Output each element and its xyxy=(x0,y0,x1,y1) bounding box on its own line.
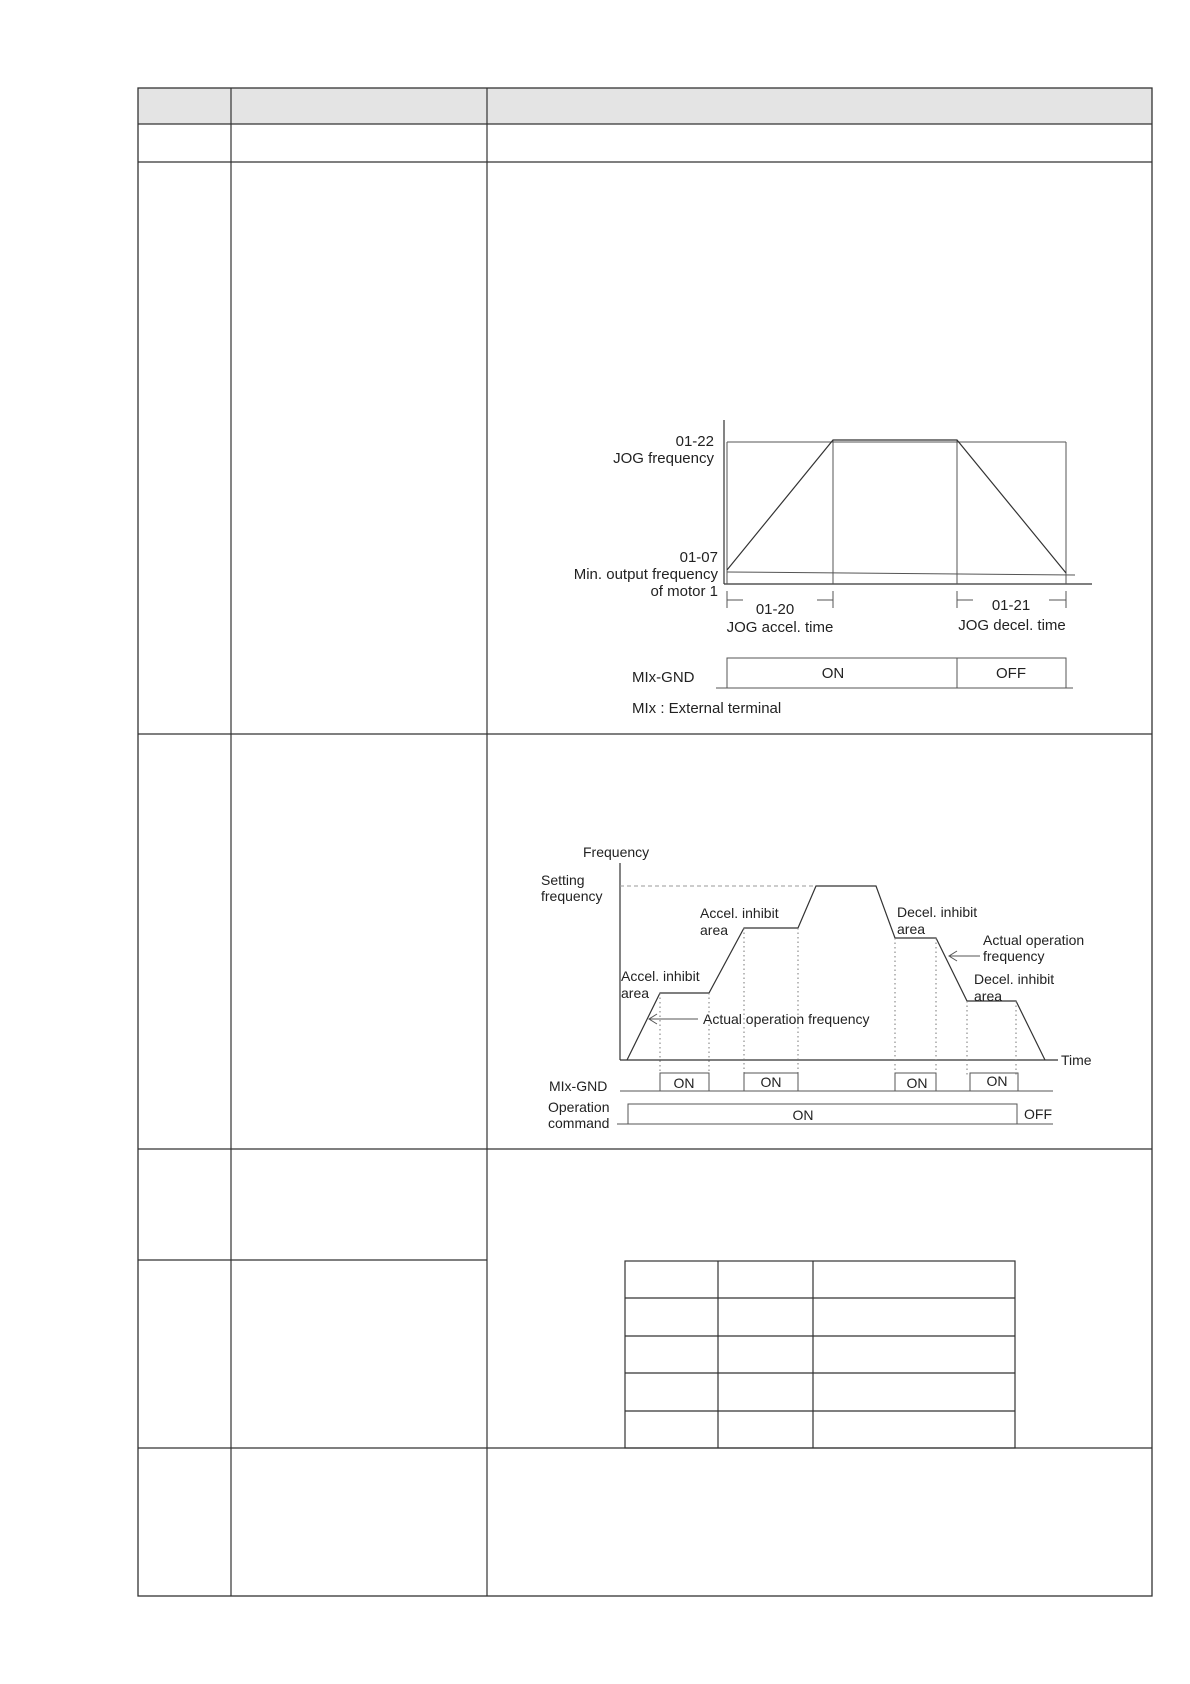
operation-command-label-2: command xyxy=(548,1115,610,1131)
parameter-table xyxy=(138,88,1152,1596)
command-pulse xyxy=(628,1104,1017,1124)
jog-frequency-waveform xyxy=(727,440,1066,573)
decel-inhibit-label-low-2: area xyxy=(974,988,1003,1004)
jog-frequency-label: JOG frequency xyxy=(613,450,714,467)
actual-frequency-label-1: Actual operation xyxy=(983,932,1085,948)
jog-signal-on: ON xyxy=(821,665,845,682)
setting-frequency-label-2: frequency xyxy=(541,888,603,904)
jog-timing-diagram xyxy=(574,420,1092,717)
actual-frequency-single-label: Actual operation frequency xyxy=(703,1011,870,1027)
jog-terminal-label: MIx-GND xyxy=(632,669,695,686)
accel-inhibit-label-1: Accel. inhibit xyxy=(700,905,779,921)
settings-subtable xyxy=(625,1261,1015,1448)
y-axis-label: Frequency xyxy=(583,844,650,860)
actual-frequency-label-2: frequency xyxy=(983,948,1045,964)
accel-inhibit-label-low-2: area xyxy=(621,985,650,1001)
pulse-label-3: ON xyxy=(906,1075,928,1091)
min-output-param: 01-07 xyxy=(679,549,718,566)
inhibit-timing-diagram xyxy=(541,844,1092,1131)
accel-label: JOG accel. time xyxy=(726,619,834,636)
accel-inhibit-label-2: area xyxy=(700,922,729,938)
jog-terminal-note: MIx : External terminal xyxy=(632,700,782,717)
min-output-label-2: of motor 1 xyxy=(650,583,718,600)
table-border xyxy=(138,88,1152,1596)
min-output-frequency-line xyxy=(727,572,1075,575)
accel-inhibit-label-low-1: Accel. inhibit xyxy=(621,968,700,984)
jog-frequency-param: 01-22 xyxy=(675,433,714,450)
inhibit-terminal-label: MIx-GND xyxy=(549,1078,608,1094)
decel-inhibit-label-1: Decel. inhibit xyxy=(897,904,978,920)
table-header-row xyxy=(138,88,1152,124)
min-output-label-1: Min. output frequency xyxy=(573,566,718,583)
decel-inhibit-label-2: area xyxy=(897,921,926,937)
decel-label: JOG decel. time xyxy=(958,617,1066,634)
decel-param: 01-21 xyxy=(991,597,1031,614)
command-on-label: ON xyxy=(792,1107,814,1123)
pulse-label-1: ON xyxy=(673,1075,695,1091)
operation-command-label-1: Operation xyxy=(548,1099,610,1115)
command-off-label: OFF xyxy=(1024,1106,1052,1122)
setting-frequency-label-1: Setting xyxy=(541,872,585,888)
x-axis-label: Time xyxy=(1061,1052,1092,1068)
subtable-border xyxy=(625,1261,1015,1448)
accel-param: 01-20 xyxy=(755,601,795,618)
jog-signal-off: OFF xyxy=(996,665,1026,682)
decel-inhibit-label-low-1: Decel. inhibit xyxy=(974,971,1055,987)
pulse-label-4: ON xyxy=(986,1073,1008,1089)
pulse-label-2: ON xyxy=(760,1074,782,1090)
